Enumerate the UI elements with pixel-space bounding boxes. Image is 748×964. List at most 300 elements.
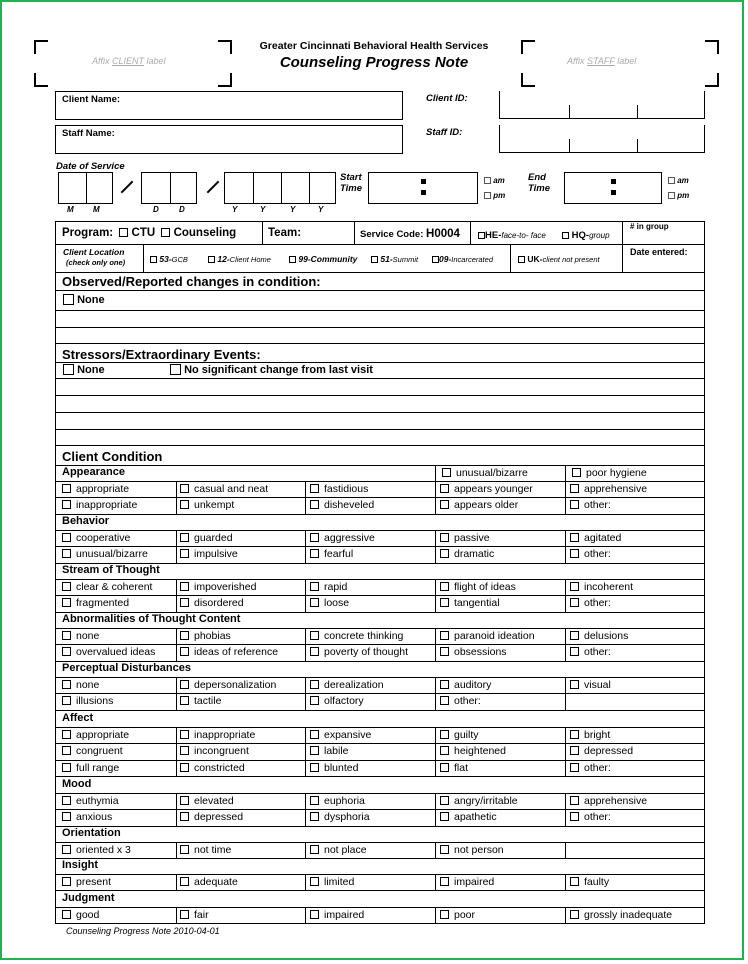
option-label: appropriate	[76, 729, 130, 741]
option-checkbox[interactable]	[440, 582, 449, 591]
date-letter: Y	[232, 205, 238, 214]
digit-divider	[281, 173, 282, 204]
condition-option[interactable]	[570, 596, 611, 610]
option-checkbox[interactable]	[62, 598, 71, 607]
option-checkbox[interactable]	[310, 730, 319, 739]
condition-option[interactable]	[310, 629, 403, 643]
col-divider	[565, 693, 566, 709]
option-checkbox[interactable]	[62, 680, 71, 689]
option-checkbox[interactable]	[440, 910, 449, 919]
no-change-option[interactable]	[170, 364, 373, 376]
start-am-option[interactable]	[484, 176, 505, 185]
condition-option[interactable]	[62, 843, 131, 857]
option-checkbox[interactable]	[570, 484, 579, 493]
option-label: angry/irritable	[454, 795, 518, 807]
staff-label-corner	[521, 73, 535, 87]
he-checkbox[interactable]	[478, 232, 485, 239]
condition-option[interactable]	[570, 482, 647, 496]
option-label: good	[76, 909, 100, 921]
option-checkbox[interactable]	[180, 696, 189, 705]
condition-option[interactable]	[440, 761, 468, 775]
condition-option[interactable]	[570, 744, 633, 758]
col-divider	[435, 644, 436, 660]
loc-12-checkbox[interactable]	[208, 256, 215, 263]
loc-12-option[interactable]	[208, 254, 271, 264]
condition-option[interactable]	[570, 531, 621, 545]
option-checkbox[interactable]	[310, 746, 319, 755]
condition-option[interactable]	[570, 810, 611, 824]
condition-option[interactable]	[310, 843, 367, 857]
no-change-checkbox[interactable]	[170, 364, 181, 375]
condition-option[interactable]	[180, 678, 276, 692]
option-label: impaired	[454, 876, 495, 888]
option-checkbox[interactable]	[62, 484, 71, 493]
option-checkbox[interactable]	[440, 730, 449, 739]
condition-option[interactable]	[310, 482, 368, 496]
option-checkbox[interactable]	[570, 500, 579, 509]
option-checkbox[interactable]	[310, 631, 319, 640]
condition-option[interactable]	[180, 482, 268, 496]
loc-53-option[interactable]	[150, 254, 188, 264]
option-checkbox[interactable]	[440, 746, 449, 755]
option-label: anxious	[76, 811, 113, 824]
condition-option[interactable]	[310, 596, 349, 610]
option-label: agitated	[584, 532, 622, 544]
option-checkbox[interactable]	[570, 877, 579, 886]
start-time-field[interactable]	[368, 172, 478, 204]
ctu-checkbox[interactable]	[119, 228, 128, 237]
id-divider	[637, 105, 638, 119]
he-option[interactable]	[478, 230, 546, 241]
condition-option[interactable]	[570, 761, 611, 775]
stressors-none-option[interactable]	[63, 364, 105, 376]
option-checkbox[interactable]	[440, 845, 449, 854]
in-group-label: # in group	[630, 222, 669, 231]
col-divider	[565, 481, 566, 497]
condition-option[interactable]	[180, 908, 209, 922]
date-month-field[interactable]	[58, 172, 113, 204]
condition-option[interactable]	[440, 482, 533, 496]
counseling-checkbox[interactable]	[161, 228, 170, 237]
condition-option[interactable]	[62, 728, 129, 742]
col-divider	[305, 595, 306, 611]
condition-option[interactable]	[180, 547, 238, 561]
condition-option[interactable]	[62, 498, 137, 512]
option-label: apprehensive	[584, 483, 648, 495]
col-divider	[305, 743, 306, 759]
option-checkbox[interactable]	[180, 582, 189, 591]
option-checkbox[interactable]	[440, 549, 449, 558]
option-checkbox[interactable]	[62, 796, 71, 805]
option-checkbox[interactable]	[180, 500, 189, 509]
option-checkbox[interactable]	[440, 696, 449, 705]
loc-09-code: 09-	[439, 254, 452, 264]
option-checkbox[interactable]	[570, 730, 579, 739]
col-divider	[435, 793, 436, 809]
option-label: unusual/bizarre	[76, 548, 148, 561]
condition-option[interactable]	[180, 498, 234, 512]
client-id-field[interactable]	[499, 91, 705, 119]
option-checkbox[interactable]	[570, 763, 579, 772]
condition-option[interactable]	[570, 580, 633, 594]
option-checkbox[interactable]	[62, 763, 71, 772]
condition-option[interactable]	[570, 875, 609, 889]
condition-option[interactable]	[570, 547, 611, 561]
condition-option[interactable]	[570, 629, 628, 643]
condition-option[interactable]	[570, 678, 611, 692]
option-checkbox[interactable]	[62, 812, 71, 821]
affix-client-label: Affix CLIENT label	[92, 56, 166, 66]
condition-option[interactable]	[62, 531, 130, 545]
condition-option[interactable]	[440, 678, 491, 692]
option-label: loose	[324, 597, 350, 610]
condition-option[interactable]	[310, 678, 384, 692]
condition-option[interactable]	[310, 694, 364, 708]
col-divider	[565, 595, 566, 611]
condition-option[interactable]	[62, 694, 113, 708]
condition-option[interactable]	[180, 843, 231, 857]
col-divider	[565, 760, 566, 776]
option-checkbox[interactable]	[62, 582, 71, 591]
col-divider	[176, 693, 177, 709]
condition-option[interactable]	[180, 596, 244, 610]
option-checkbox[interactable]	[62, 877, 71, 886]
option-checkbox[interactable]	[440, 598, 449, 607]
option-checkbox[interactable]	[570, 746, 579, 755]
option-label: phobias	[194, 630, 231, 642]
col-divider	[565, 727, 566, 743]
condition-option[interactable]	[310, 875, 354, 889]
option-checkbox[interactable]	[440, 680, 449, 689]
option-checkbox[interactable]	[310, 812, 319, 821]
loc-99-checkbox[interactable]	[289, 256, 296, 263]
option-checkbox[interactable]	[570, 910, 579, 919]
condition-option[interactable]	[310, 794, 365, 808]
col-divider	[305, 546, 306, 562]
condition-option[interactable]	[570, 498, 611, 512]
option-label: limited	[324, 876, 355, 888]
loc-51-option[interactable]	[371, 254, 418, 264]
client-name-field[interactable]	[55, 91, 403, 120]
id-divider	[569, 105, 570, 119]
option-checkbox[interactable]	[440, 812, 449, 821]
date-letter: M	[67, 205, 74, 214]
loc-53-desc: GCB	[171, 255, 188, 264]
col-divider	[565, 842, 566, 858]
condition-option[interactable]	[440, 547, 494, 561]
start-am-checkbox[interactable]	[484, 177, 491, 184]
option-label: impoverished	[194, 581, 257, 593]
col-divider	[305, 481, 306, 497]
option-checkbox[interactable]	[62, 631, 71, 640]
option-checkbox[interactable]	[310, 696, 319, 705]
condition-option[interactable]	[62, 596, 129, 610]
condition-option[interactable]	[310, 531, 375, 545]
condition-option[interactable]	[180, 744, 249, 758]
option-checkbox[interactable]	[440, 533, 449, 542]
option-checkbox[interactable]	[310, 877, 319, 886]
condition-option[interactable]	[180, 629, 231, 643]
condition-option[interactable]	[440, 645, 507, 659]
affix-staff-word: STAFF	[587, 56, 615, 66]
option-checkbox[interactable]	[180, 484, 189, 493]
option-checkbox[interactable]	[180, 763, 189, 772]
condition-option[interactable]	[442, 466, 528, 480]
option-checkbox[interactable]	[570, 680, 579, 689]
option-checkbox[interactable]	[310, 533, 319, 542]
option-checkbox[interactable]	[570, 549, 579, 558]
condition-option[interactable]	[62, 810, 112, 824]
col-divider	[435, 842, 436, 858]
condition-option[interactable]	[440, 794, 518, 808]
option-checkbox[interactable]	[180, 549, 189, 558]
condition-option[interactable]	[572, 466, 647, 480]
condition-option[interactable]	[570, 728, 610, 742]
option-checkbox[interactable]	[570, 598, 579, 607]
condition-option[interactable]	[440, 744, 506, 758]
start-pm-option[interactable]	[484, 191, 505, 200]
option-label: none	[76, 679, 100, 691]
condition-option[interactable]	[440, 694, 481, 708]
condition-option[interactable]	[440, 531, 490, 545]
option-label: fastidious	[324, 483, 369, 495]
option-checkbox[interactable]	[570, 647, 579, 656]
option-checkbox[interactable]	[180, 631, 189, 640]
option-checkbox[interactable]	[440, 763, 449, 772]
option-checkbox[interactable]	[310, 598, 319, 607]
option-checkbox[interactable]	[62, 647, 71, 656]
option-checkbox[interactable]	[62, 730, 71, 739]
condition-option[interactable]	[440, 498, 518, 512]
condition-option[interactable]	[180, 810, 243, 824]
option-checkbox[interactable]	[310, 500, 319, 509]
condition-option[interactable]	[570, 908, 672, 922]
condition-option[interactable]	[62, 875, 111, 889]
option-checkbox[interactable]	[310, 647, 319, 656]
condition-option[interactable]	[62, 629, 99, 643]
hq-label: HQ-	[571, 230, 590, 241]
option-checkbox[interactable]	[180, 812, 189, 821]
condition-option[interactable]	[440, 875, 494, 889]
condition-option[interactable]	[310, 761, 358, 775]
condition-option[interactable]	[180, 728, 255, 742]
condition-option[interactable]	[440, 596, 500, 610]
condition-option[interactable]	[180, 580, 256, 594]
row-divider	[55, 776, 705, 777]
option-checkbox[interactable]	[62, 696, 71, 705]
condition-option[interactable]	[310, 580, 347, 594]
date-day-field[interactable]	[141, 172, 197, 204]
condition-option[interactable]	[62, 580, 152, 594]
condition-option[interactable]	[180, 761, 245, 775]
option-checkbox[interactable]	[440, 877, 449, 886]
condition-option[interactable]	[62, 794, 119, 808]
observed-none-checkbox[interactable]	[63, 294, 74, 305]
loc-09-checkbox[interactable]	[432, 256, 439, 263]
condition-option[interactable]	[570, 794, 647, 808]
option-checkbox[interactable]	[180, 796, 189, 805]
option-checkbox[interactable]	[180, 910, 189, 919]
col-divider	[565, 743, 566, 759]
condition-option[interactable]	[180, 645, 278, 659]
condition-option[interactable]	[440, 728, 479, 742]
uk-option[interactable]	[518, 254, 600, 264]
uk-checkbox[interactable]	[518, 256, 525, 263]
condition-option[interactable]	[180, 694, 221, 708]
end-pm-checkbox[interactable]	[668, 192, 675, 199]
condition-option[interactable]	[180, 531, 233, 545]
option-label: fearful	[324, 548, 354, 561]
stressors-none-checkbox[interactable]	[63, 364, 74, 375]
condition-option[interactable]	[62, 645, 155, 659]
option-checkbox[interactable]	[180, 877, 189, 886]
option-checkbox[interactable]	[440, 484, 449, 493]
option-checkbox[interactable]	[180, 533, 189, 542]
option-checkbox[interactable]	[180, 845, 189, 854]
loc-12-code: 12-	[217, 254, 230, 264]
appearance-group-label: Appearance	[62, 466, 125, 478]
option-label: guarded	[194, 532, 233, 544]
option-checkbox[interactable]	[62, 746, 71, 755]
option-checkbox[interactable]	[310, 549, 319, 558]
loc-99-option[interactable]	[289, 254, 357, 264]
col-divider	[565, 874, 566, 890]
date-letter: Y	[260, 205, 266, 214]
col-divider	[435, 874, 436, 890]
end-pm-option[interactable]	[668, 191, 689, 200]
affix-client-word: CLIENT	[112, 56, 145, 66]
condition-option[interactable]	[62, 744, 123, 758]
option-label: other:	[584, 646, 611, 659]
date-year-field[interactable]	[224, 172, 336, 204]
condition-option[interactable]	[62, 761, 119, 775]
condition-option[interactable]	[440, 580, 516, 594]
condition-option[interactable]	[62, 547, 148, 561]
option-checkbox[interactable]	[570, 796, 579, 805]
option-label: appropriate	[76, 483, 130, 495]
col-divider	[176, 579, 177, 595]
option-label: other:	[584, 499, 611, 512]
col-divider	[305, 727, 306, 743]
option-checkbox[interactable]	[62, 549, 71, 558]
option-checkbox[interactable]	[442, 468, 451, 477]
condition-option[interactable]	[440, 810, 497, 824]
condition-option[interactable]	[570, 645, 611, 659]
col-divider	[435, 809, 436, 825]
option-checkbox[interactable]	[310, 484, 319, 493]
option-checkbox[interactable]	[440, 500, 449, 509]
condition-option[interactable]	[62, 908, 99, 922]
option-checkbox[interactable]	[570, 812, 579, 821]
hq-checkbox[interactable]	[562, 232, 569, 239]
condition-option[interactable]	[440, 843, 504, 857]
col-divider	[305, 842, 306, 858]
hq-option[interactable]	[562, 230, 610, 241]
option-label: apathetic	[454, 811, 497, 824]
option-checkbox[interactable]	[180, 746, 189, 755]
option-checkbox[interactable]	[440, 647, 449, 656]
option-label: overvalued ideas	[76, 646, 156, 659]
col-divider	[565, 546, 566, 562]
condition-option[interactable]	[310, 498, 374, 512]
option-checkbox[interactable]	[180, 730, 189, 739]
row-divider	[55, 244, 623, 245]
option-checkbox[interactable]	[310, 763, 319, 772]
date-letter: D	[153, 205, 159, 214]
condition-option[interactable]	[180, 794, 234, 808]
option-checkbox[interactable]	[570, 631, 579, 640]
condition-option[interactable]	[310, 810, 370, 824]
condition-option[interactable]	[62, 482, 129, 496]
condition-option[interactable]	[62, 678, 99, 692]
end-time-field[interactable]	[564, 172, 662, 204]
option-checkbox[interactable]	[440, 631, 449, 640]
condition-option[interactable]	[310, 728, 371, 742]
col-divider	[565, 579, 566, 595]
option-checkbox[interactable]	[180, 647, 189, 656]
option-checkbox[interactable]	[310, 910, 319, 919]
he-label: HE-	[485, 230, 502, 241]
staff-label-corner	[705, 40, 719, 54]
option-checkbox[interactable]	[62, 845, 71, 854]
option-checkbox[interactable]	[310, 845, 319, 854]
option-checkbox[interactable]	[180, 598, 189, 607]
staff-name-field[interactable]	[55, 125, 403, 154]
condition-option[interactable]	[310, 908, 364, 922]
service-code-label: Service Code:	[360, 229, 424, 240]
condition-option[interactable]	[310, 645, 408, 659]
condition-option[interactable]	[310, 744, 349, 758]
option-checkbox[interactable]	[62, 533, 71, 542]
date-entered-label: Date entered:	[630, 247, 688, 257]
col-divider	[435, 693, 436, 709]
option-checkbox[interactable]	[180, 680, 189, 689]
option-label: euthymia	[76, 795, 119, 807]
observed-none-option[interactable]	[63, 294, 105, 306]
loc-09-option[interactable]	[432, 254, 493, 264]
option-checkbox[interactable]	[570, 533, 579, 542]
option-checkbox[interactable]	[62, 500, 71, 509]
pm-text: pm	[493, 191, 506, 200]
col-divider	[305, 693, 306, 709]
orientation-group-label: Orientation	[62, 827, 121, 839]
option-checkbox[interactable]	[310, 680, 319, 689]
option-checkbox[interactable]	[310, 796, 319, 805]
condition-option[interactable]	[180, 875, 238, 889]
loc-51-checkbox[interactable]	[371, 256, 378, 263]
end-am-option[interactable]	[668, 176, 689, 185]
end-am-checkbox[interactable]	[668, 177, 675, 184]
start-pm-checkbox[interactable]	[484, 192, 491, 199]
option-checkbox[interactable]	[572, 468, 581, 477]
digit-divider	[170, 173, 171, 204]
loc-53-checkbox[interactable]	[150, 256, 157, 263]
option-checkbox[interactable]	[310, 582, 319, 591]
option-checkbox[interactable]	[440, 796, 449, 805]
option-label: illusions	[76, 695, 114, 708]
staff-id-field[interactable]	[499, 125, 705, 153]
col-divider	[305, 579, 306, 595]
loc-09-desc: Incarcerated	[451, 255, 493, 264]
option-checkbox[interactable]	[62, 910, 71, 919]
condition-option[interactable]	[440, 908, 475, 922]
row-divider	[55, 514, 705, 515]
option-checkbox[interactable]	[570, 582, 579, 591]
counseling-label: Counseling	[173, 227, 237, 239]
behavior-group-label: Behavior	[62, 515, 110, 527]
condition-option[interactable]	[440, 629, 535, 643]
condition-option[interactable]	[310, 547, 353, 561]
